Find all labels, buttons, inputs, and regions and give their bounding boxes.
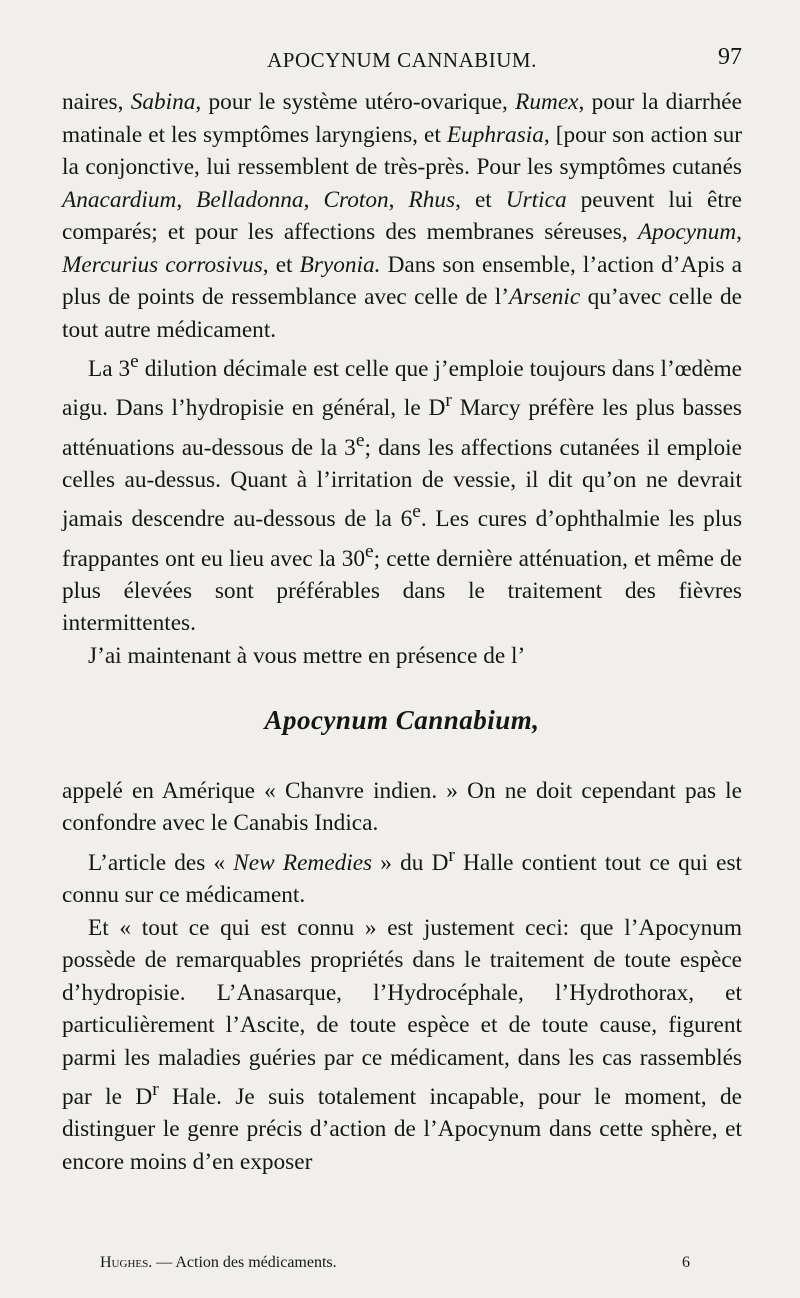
signature-mark: 6 — [682, 1254, 690, 1271]
text-run: , et — [262, 251, 300, 278]
italic-text: Euphrasia — [446, 121, 544, 148]
paragraph — [62, 640, 742, 673]
text-run: , — [176, 186, 197, 213]
text-run: appelé en Amérique « Chanvre indien. » On ne doit cependant pas le confondre avec le Canabis Indica. — [62, 777, 742, 837]
text-run: . Les cures d’ophthalmie les plus frappantes ont eu lieu avec la 30 — [62, 506, 743, 572]
superscript: r — [448, 844, 455, 866]
superscript: e — [412, 501, 421, 523]
text-run: Dans son ensemble, l’action d’Apis a plus de points de ressemblance avec celle de l’ — [62, 251, 742, 310]
text-run: ; dans les affections cutanées il emploie celles au-dessus. Quant à l’irritation de vessie, il dit qu’on ne devrait jamais descendre au-dessous de la 6 — [62, 434, 742, 533]
body-text — [62, 86, 742, 1178]
page-footer — [100, 1254, 690, 1278]
italic-text: Anacardium — [62, 186, 177, 213]
text-run: , — [388, 186, 409, 213]
text-run: Halle contient tout ce qui est connu sur ce médicament. — [62, 849, 742, 909]
superscript: e — [365, 540, 374, 562]
page-header — [62, 44, 742, 80]
text-run: , — [736, 219, 742, 245]
italic-text: New Remedies — [233, 849, 373, 876]
footer-author: Hughes. — [100, 1254, 153, 1271]
italic-text: Croton — [323, 186, 389, 213]
italic-text: Apocynum — [637, 219, 737, 245]
superscript: r — [445, 390, 452, 412]
italic-text: Rhus — [408, 186, 456, 213]
text-run: Et « tout ce qui est connu » est justement ceci: que l’Apocynum possède de remarquables propriétés dans le traitement de toute espèce d’hydropisie. L’Anasarque, l’Hydrocéphale, l’Hydrothorax, et particulièrement l’Ascite, de toute espèce et de toute cause, figurent parmi les maladies guéries par ce médicament, dans les cas rassemblés par le D — [62, 914, 742, 1110]
text-run: , — [303, 186, 324, 213]
italic-text: Urtica — [505, 186, 567, 213]
italic-text: Mercurius corrosivus — [62, 251, 263, 278]
italic-text: Rumex — [515, 89, 579, 115]
text-run: , pour la diarrhée matinale et les symptômes laryngiens, et — [62, 89, 742, 148]
text-run: qu’avec celle de tout autre médicament. — [62, 284, 742, 343]
text-run: pour le système utéro-ovarique, — [201, 89, 516, 115]
running-title: APOCYNUM CANNABIUM. — [267, 48, 537, 72]
paragraph — [62, 912, 742, 1179]
paragraph — [62, 840, 742, 912]
section-heading: Apocynum Cannabium, — [264, 705, 540, 736]
italic-text: Arsenic — [509, 284, 581, 310]
page-number: 97 — [718, 44, 742, 70]
text-run: dilution décimale est celle que j’emploie toujours dans l’œdème aigu. Dans l’hydropisie en général, le D — [62, 355, 743, 422]
superscript: e — [130, 351, 139, 372]
text-run: ; cette dernière atténuation, et même de plus élevées sont préférables dans le traitement des fièvres intermittentes. — [62, 545, 742, 637]
italic-text: Belladonna — [196, 186, 304, 213]
text-run: Marcy préfère les plus basses atténuations au-dessous de la 3 — [62, 395, 743, 461]
text-run: Hale. Je suis totalement incapable, pour le moment, de distinguer le genre précis d’action de l’Apocynum dans cette sphère, et encore moins d’en exposer — [62, 1083, 742, 1175]
italic-text: Sabina, — [130, 89, 202, 115]
text-run: , et — [455, 186, 506, 213]
text-run: L’article des « — [88, 849, 234, 876]
superscript: r — [152, 1079, 159, 1101]
paragraph — [62, 346, 742, 640]
paragraph — [62, 775, 742, 840]
text-run: » du D — [372, 849, 449, 876]
footer-title: — Action des médicaments. — [152, 1254, 337, 1271]
text-run: peuvent lui être comparés; et pour les affections des membranes séreuses, — [62, 186, 742, 245]
paragraph — [62, 86, 742, 346]
text-run: naires, — [62, 89, 131, 115]
superscript: e — [355, 429, 365, 451]
text-run: , [pour son action sur la conjonctive, lui ressemblent de très-près. Pour les symptômes cutanés — [62, 121, 742, 180]
italic-text: Bryonia. — [299, 251, 381, 278]
text-run: La 3 — [88, 355, 131, 382]
text-run: J’ai maintenant à vous mettre en présence de l’ — [88, 642, 526, 669]
